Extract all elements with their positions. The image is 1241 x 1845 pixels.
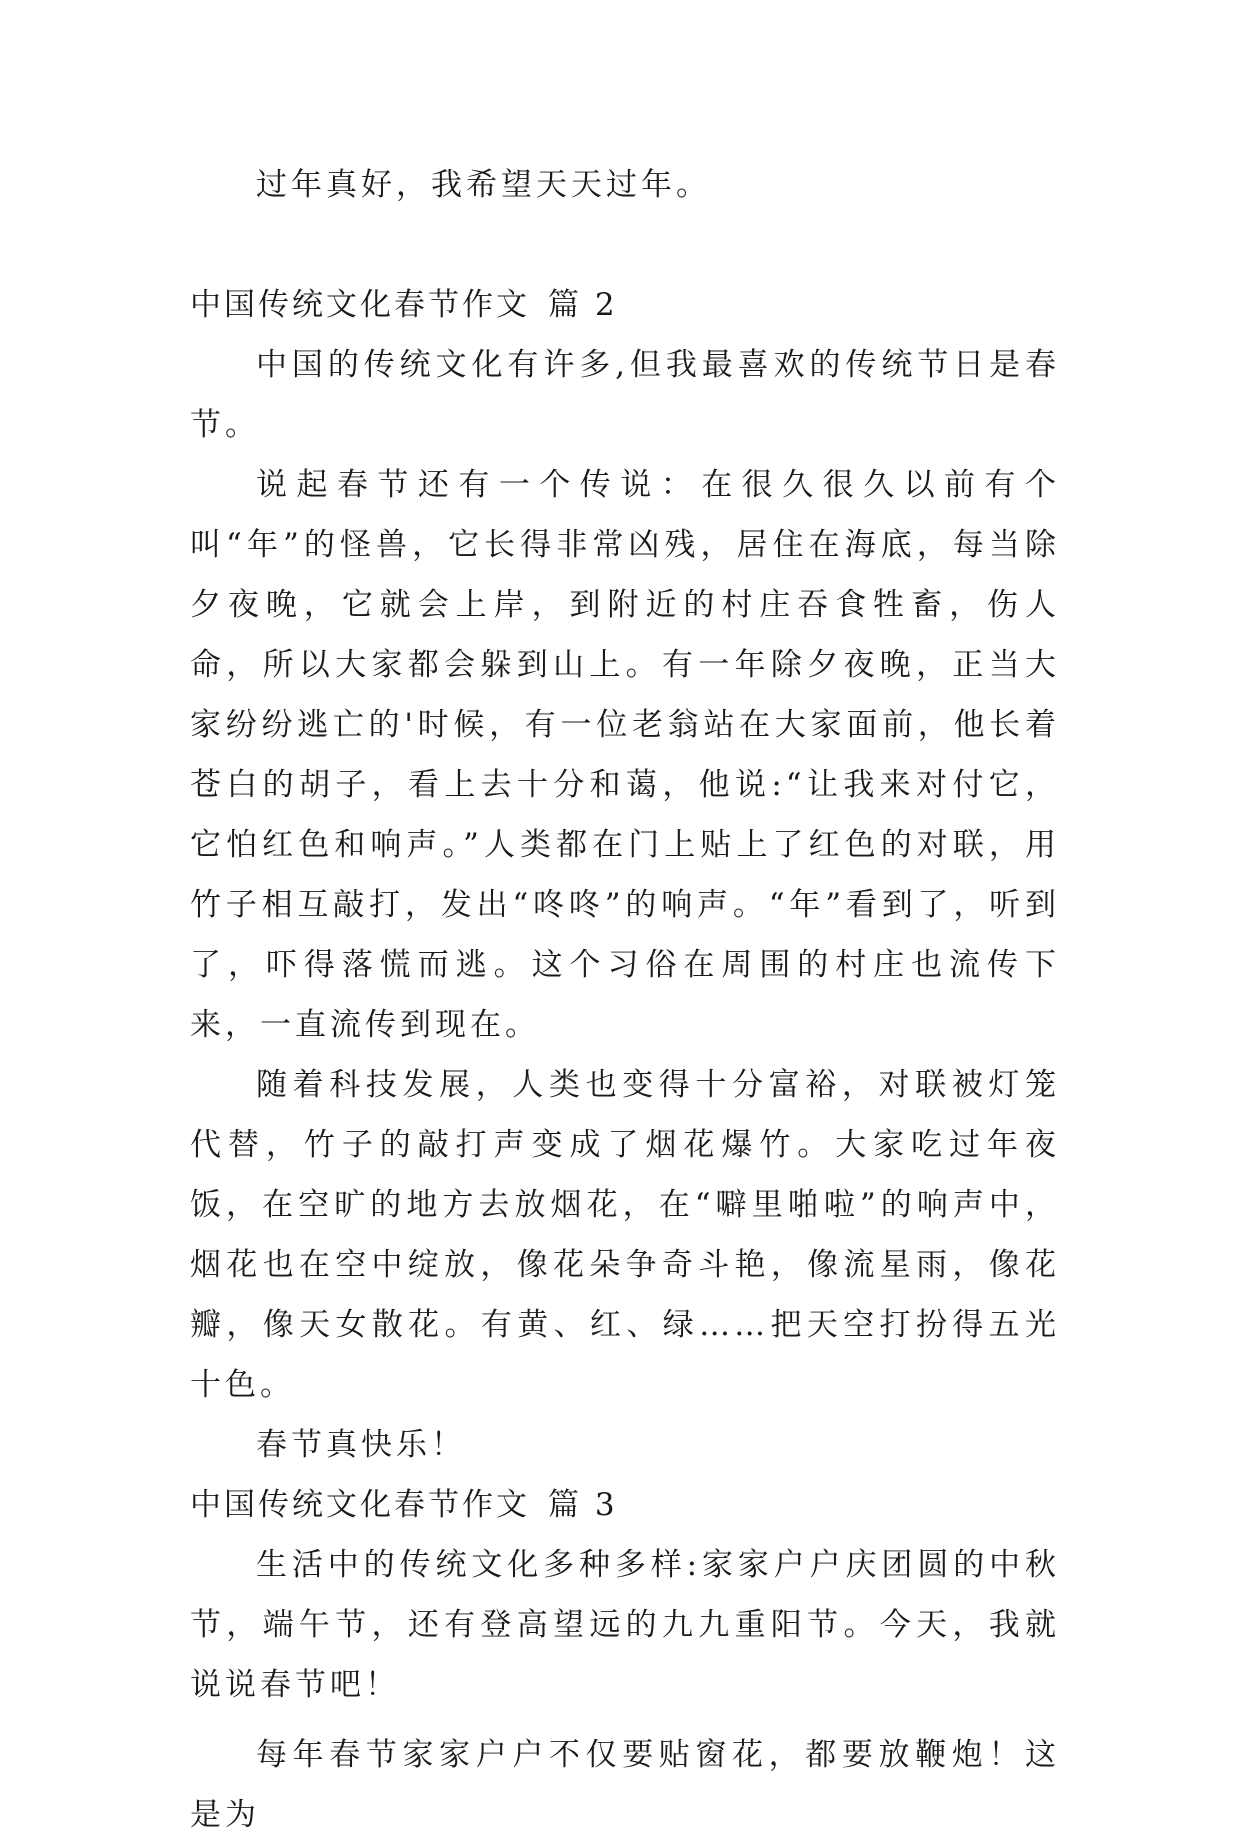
essay-heading-2-number: 篇 2 [548,287,618,323]
essay-heading-2-title: 中国传统文化春节作文 [190,287,530,323]
essay-heading-3 [190,1475,1060,1535]
paragraph-intro: 中国的传统文化有许多,但我最喜欢的传统节日是春节。 [190,347,1060,443]
closing-paragraph: 过年真好，我希望天天过年。 [256,167,711,203]
spacer [190,1715,1060,1725]
paragraph-conclusion: 春节真快乐！ [256,1427,466,1463]
essay-heading-3-number: 篇 3 [548,1487,618,1523]
paragraph-firecrackers: 每年春节家家户户不仅要贴窗花，都要放鞭炮！这是为 [190,1737,1060,1833]
paragraph-legend: 说起春节还有一个传说：在很久很久以前有个叫“年”的怪兽，它长得非常凶残，居住在海底，每当除夕夜晚，它就会上岸，到附近的村庄吞食牲畜，伤人命，所以大家都会躲到山上。有一年除夕夜晚，正当大家纷纷逃亡的'时候，有一位老翁站在大家面前，他长着苍白的胡子，看上去十分和蔼，他说:“让我来对付它，它怕红色和响声。”人类都在门上贴上了红色的对联，用竹子相互敲打，发出“咚咚”的响声。“年”看到了，听到了，吓得落慌而逃。这个习俗在周围的村庄也流传下来，一直流传到现在。 [190,467,1060,1043]
essay-heading-2 [190,275,1060,335]
paragraph-modern: 随着科技发展，人类也变得十分富裕，对联被灯笼代替，竹子的敲打声变成了烟花爆竹。大家吃过年夜饭，在空旷的地方去放烟花，在“噼里啪啦”的响声中，烟花也在空中绽放，像花朵争奇斗艳，像流星雨，像花瓣，像天女散花。有黄、红、绿……把天空打扮得五光十色。 [190,1067,1060,1403]
essay-heading-3-title: 中国传统文化春节作文 [190,1487,530,1523]
spacer [190,215,1060,275]
paragraph-festivals: 生活中的传统文化多种多样:家家户户庆团圆的中秋节，端午节，还有登高望远的九九重阳节。今天，我就说说春节吧！ [190,1547,1060,1703]
document-body [190,155,1060,1845]
